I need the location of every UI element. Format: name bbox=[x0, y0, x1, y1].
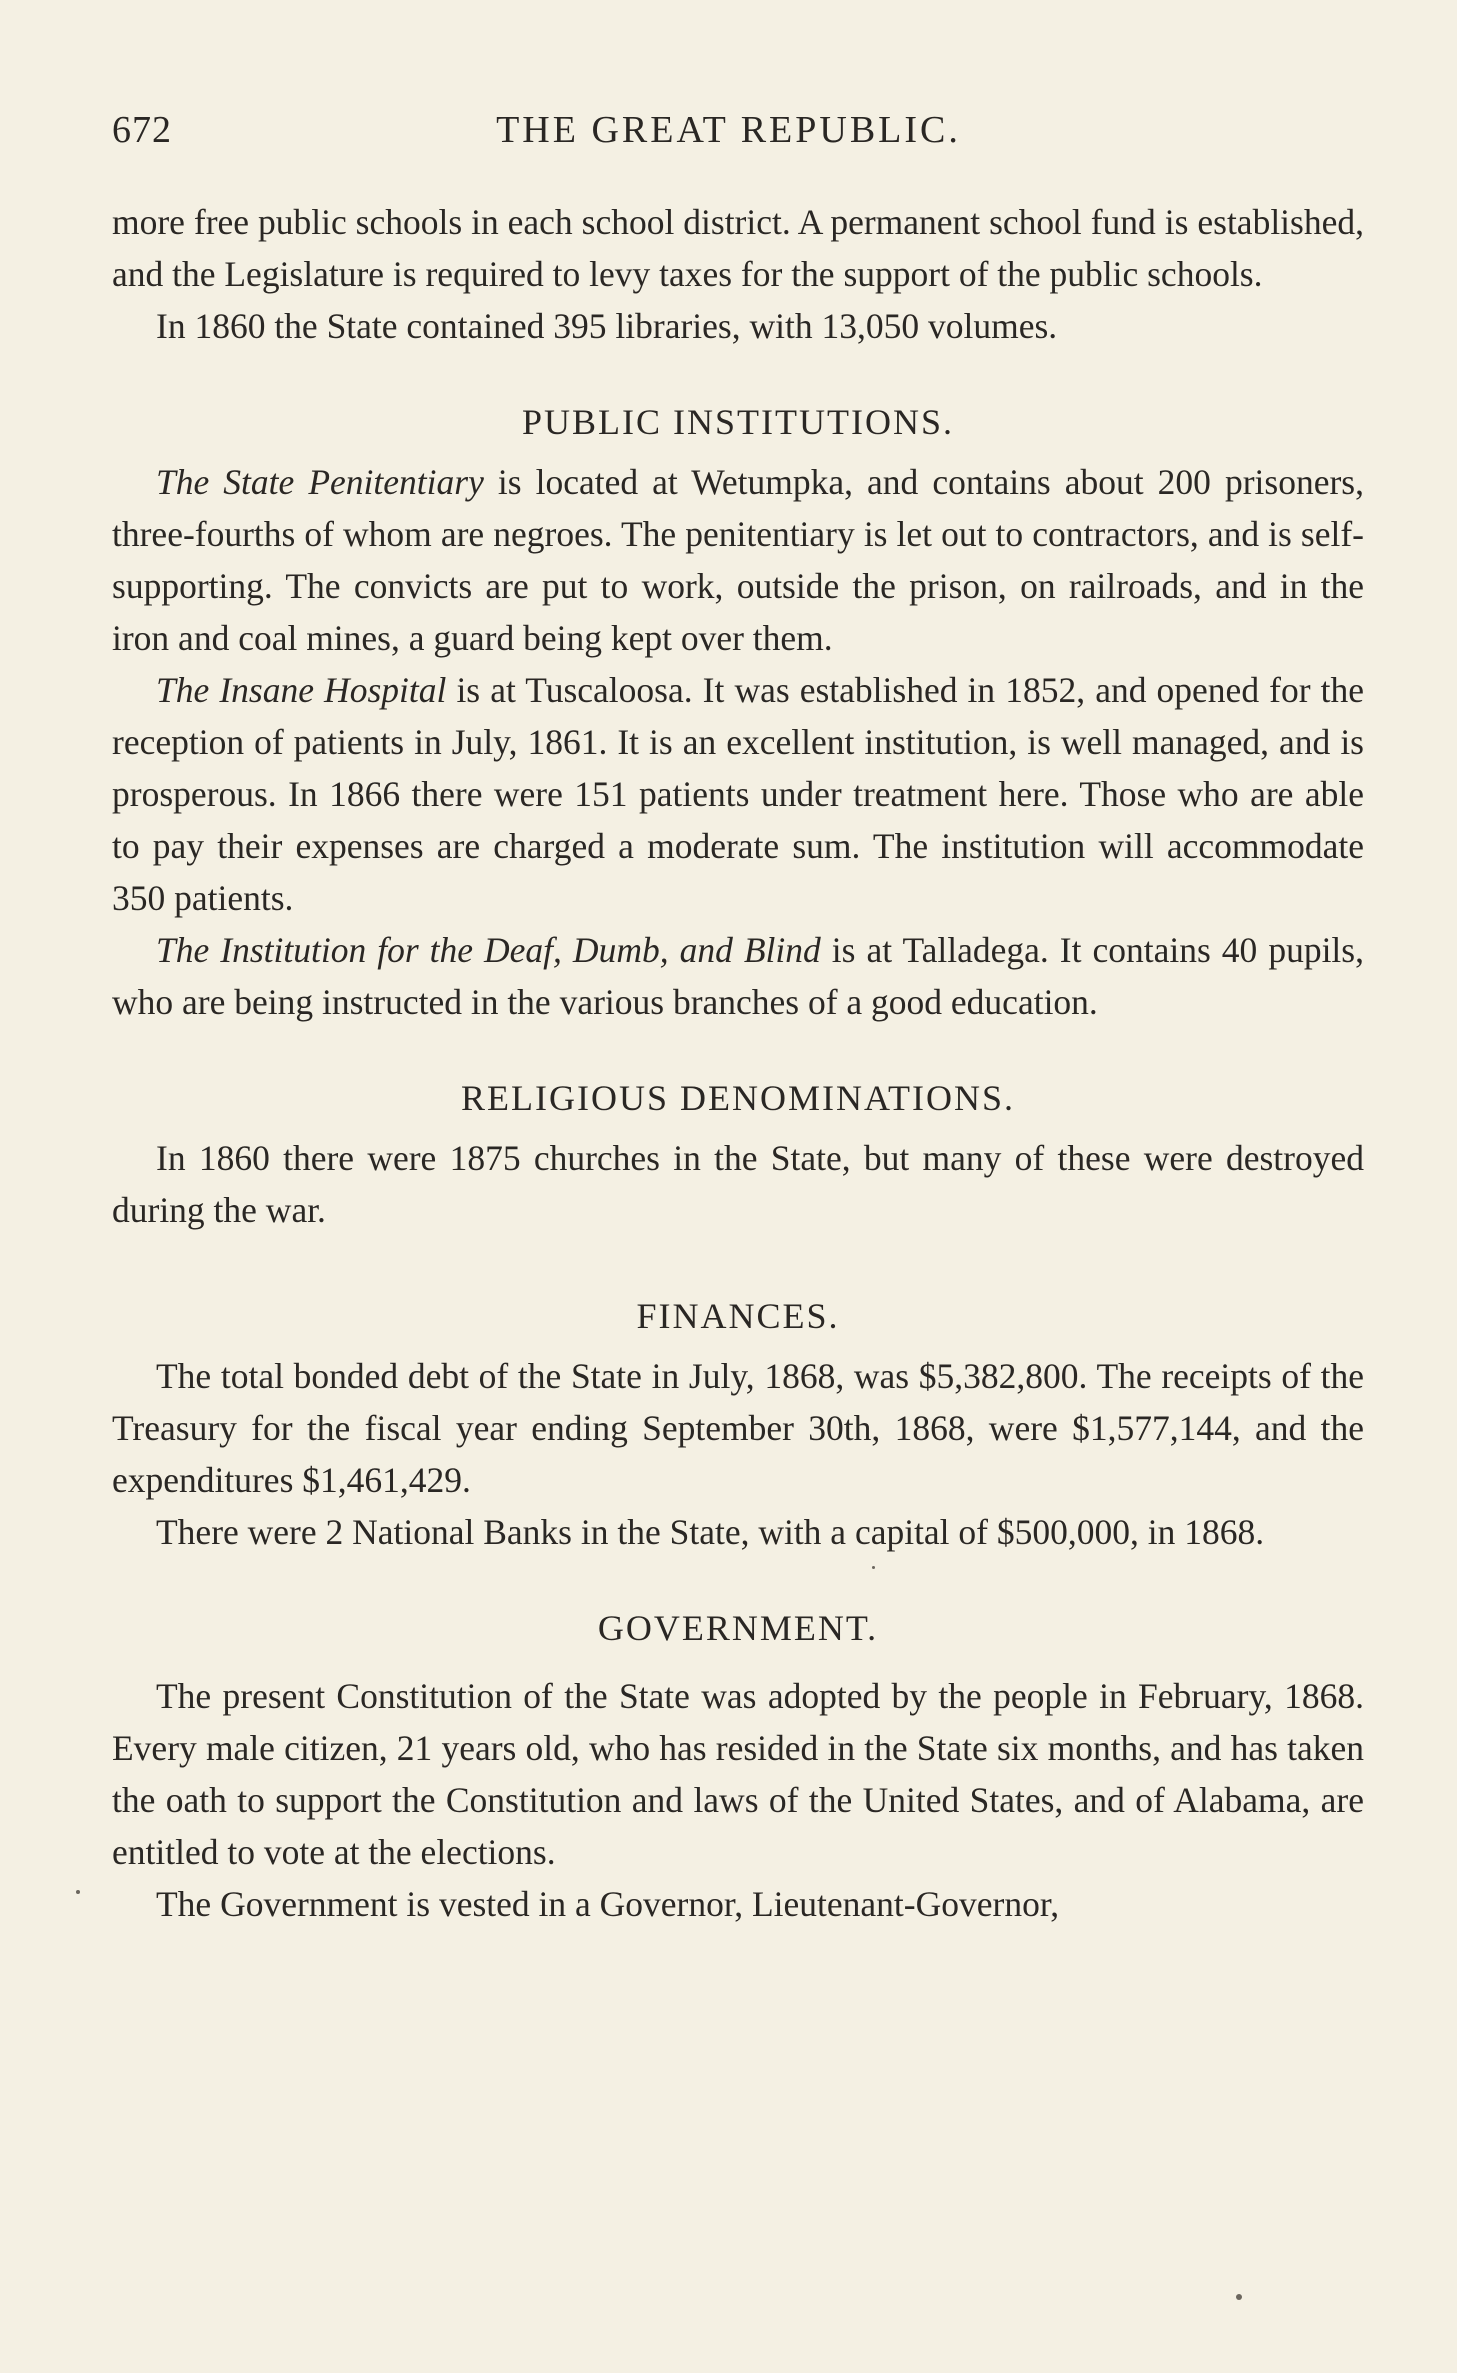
institution-text: is at Talladega. It contains 40 pupils, who are being instructed in the various branches of a good education. bbox=[112, 930, 1364, 1022]
paragraph-debt: The total bonded debt of the State in July, 1868, was $5,382,800. The receipts of the Treasury for the fiscal year ending September 30th, 1868, were $1,577,144, and the expenditures $1,461,429. bbox=[112, 1356, 1364, 1500]
penitentiary-name: The State Penitentiary bbox=[156, 462, 484, 502]
hospital-text: is at Tuscaloosa. It was established in 1852, and opened for the reception of patients in July, 1861. It is an excellent institution, is well managed, and is prosperous. In 1866 there were 151 patients under treatment here. Those who are able to pay their expenses are charged a moderate sum. The institution will accommodate 350 patients. bbox=[112, 670, 1364, 918]
ink-speck bbox=[1236, 2294, 1242, 2300]
body-text bbox=[112, 196, 1364, 1930]
paragraph-penitentiary bbox=[112, 456, 1364, 664]
ink-speck bbox=[76, 1890, 80, 1894]
ink-speck bbox=[872, 1566, 875, 1569]
paragraph-churches: In 1860 there were 1875 churches in the State, but many of these were destroyed during the war. bbox=[112, 1138, 1364, 1230]
paragraph-deaf-institution bbox=[112, 924, 1364, 1028]
paragraph-constitution: The present Constitution of the State was adopted by the people in February, 1868. Every male citizen, 21 years old, who has resided in the State six months, and has taken the oath to support the Constitution and laws of the United States, and of Alabama, are entitled to vote at the elections. bbox=[112, 1676, 1364, 1872]
institution-name: The Institution for the Deaf, Dumb, and Blind bbox=[156, 930, 821, 970]
heading-religious-denominations: RELIGIOUS DENOMINATIONS. bbox=[461, 1078, 1015, 1118]
paragraph-libraries: In 1860 the State contained 395 libraries, with 13,050 volumes. bbox=[156, 306, 1058, 346]
heading-public-institutions: PUBLIC INSTITUTIONS. bbox=[522, 402, 954, 442]
heading-government: GOVERNMENT. bbox=[597, 1608, 879, 1648]
paragraph-government: The Government is vested in a Governor, Lieutenant-Governor, bbox=[156, 1884, 1060, 1924]
running-title: THE GREAT REPUBLIC. bbox=[496, 109, 961, 151]
paragraph-schools: more free public schools in each school district. A permanent school fund is established, and the Legislature is required to levy taxes for the support of the public schools. bbox=[112, 202, 1364, 294]
paragraph-banks: There were 2 National Banks in the State, with a capital of $500,000, in 1868. bbox=[156, 1512, 1265, 1552]
hospital-name: The Insane Hospital bbox=[156, 670, 447, 710]
running-head bbox=[0, 108, 1457, 158]
paragraph-insane-hospital bbox=[112, 664, 1364, 924]
penitentiary-text: is located at Wetumpka, and contains about 200 prisoners, three-fourths of whom are negroes. The penitentiary is let out to contractors, and is self-supporting. The convicts are put to work, outside the prison, on railroads, and in the iron and coal mines, a guard being kept over them. bbox=[112, 462, 1364, 658]
page-number: 672 bbox=[112, 109, 172, 151]
heading-finances: FINANCES. bbox=[636, 1296, 840, 1336]
